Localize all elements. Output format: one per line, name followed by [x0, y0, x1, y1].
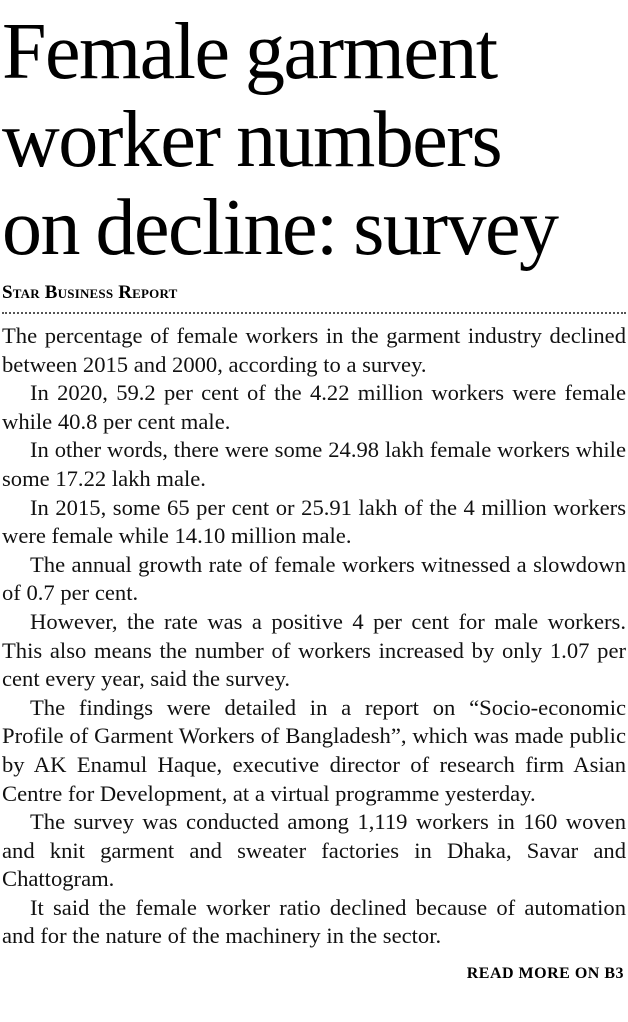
- paragraph-9: It said the female worker ratio declined because of automation and for the nature of the machinery in the sector.: [2, 894, 626, 949]
- paragraph-4: In 2015, some 65 per cent or 25.91 lakh of the 4 million workers were female while 14.10 million male.: [2, 494, 626, 549]
- article: [2, 0, 626, 983]
- paragraph-7: The findings were detailed in a report on “Socio-economic Profile of Garment Workers of Bangladesh”, which was made public by AK Enamul Haque, executive director of research firm Asian Centre for Development, at a virtual programme yesterday.: [2, 694, 626, 806]
- byline: Star Business Report: [2, 282, 178, 303]
- paragraph-8: The survey was conducted among 1,119 workers in 160 woven and knit garment and sweater factories in Dhaka, Savar and Chattogram.: [2, 809, 626, 892]
- paragraph-2: In 2020, 59.2 per cent of the 4.22 million workers were female while 40.8 per cent male.: [2, 380, 626, 434]
- headline: [2, 0, 626, 272]
- headline-line-3: on decline: survey: [2, 184, 558, 272]
- dotted-divider: [2, 312, 626, 314]
- continued-on-page-link[interactable]: READ MORE ON B3: [466, 965, 624, 983]
- headline-line-2: worker numbers: [2, 96, 502, 184]
- article-body: [2, 322, 626, 951]
- headline-line-1: Female garment: [2, 8, 497, 96]
- paragraph-6: However, the rate was a positive 4 per cent for male workers. This also means the number of workers increased by only 1.07 per cent every year, said the survey.: [2, 608, 626, 692]
- paragraph-5: The annual growth rate of female workers witnessed a slowdown of 0.7 per cent.: [2, 551, 626, 606]
- paragraph-1: The percentage of female workers in the garment industry declined between 2015 and 2000, according to a survey.: [2, 323, 626, 377]
- paragraph-3: In other words, there were some 24.98 lakh female workers while some 17.22 lakh male.: [2, 437, 626, 491]
